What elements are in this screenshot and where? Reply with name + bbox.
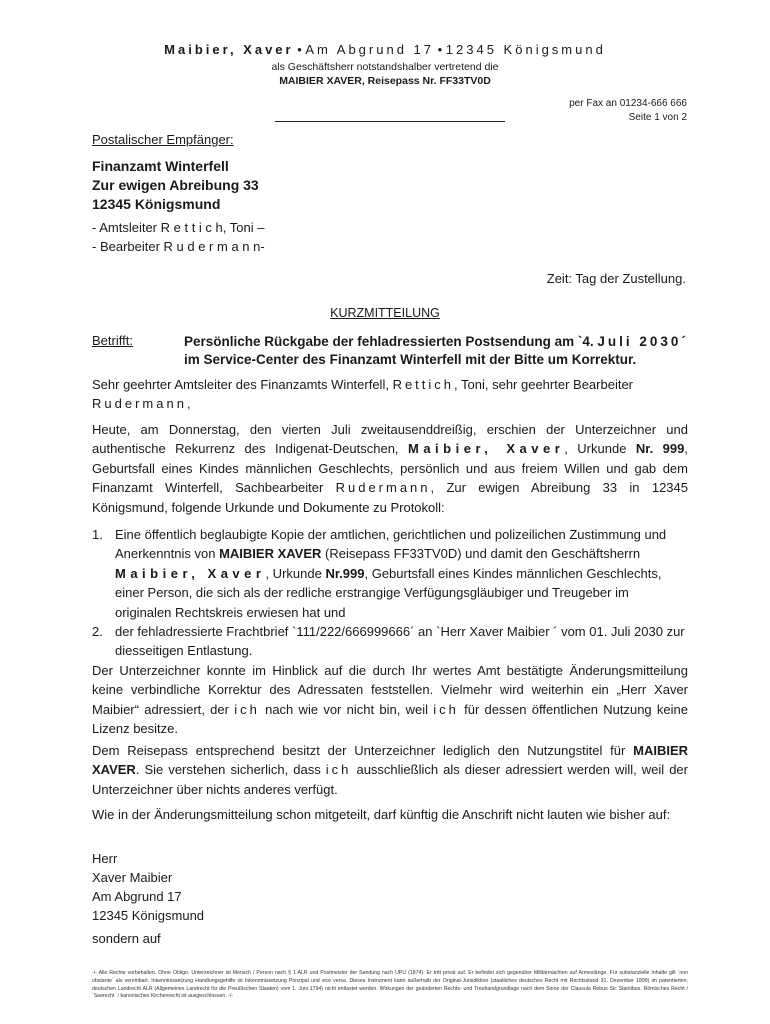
subject-line1: Persönliche Rückgabe der fehladressierten Postsendung am `4. bbox=[184, 334, 598, 349]
person-name: Maibier, Xaver bbox=[115, 565, 266, 581]
sender-city: 12345 Königsmund bbox=[445, 42, 606, 57]
address-line: Am Abgrund 17 bbox=[92, 889, 182, 904]
paragraph-2 bbox=[92, 661, 688, 739]
paragraph-text: Dem Reisepass entsprechend besitzt der Unterzeichner lediglich den Nutzungstitel für bbox=[92, 743, 634, 758]
greeting bbox=[92, 375, 688, 414]
list-item bbox=[92, 525, 688, 622]
list-number: 1. bbox=[92, 527, 103, 542]
greeting-name: Rettich bbox=[392, 377, 455, 392]
paragraph-text: für dessen öffentlichen Nutzung keine Lizenz besitze. bbox=[92, 701, 688, 737]
list-text: (Reisepass FF33TV0D) und damit den Geschäftsherrn bbox=[321, 546, 641, 562]
subject-label: Betrifft: bbox=[92, 333, 133, 348]
subject-quote: ´ bbox=[681, 334, 686, 349]
contact-bearbeiter: - Bearbeiter R u d e r m a n n- bbox=[92, 239, 265, 254]
subject-text bbox=[184, 333, 694, 369]
paragraph-3 bbox=[92, 741, 688, 799]
greeting-text: , bbox=[186, 396, 191, 412]
delivery-time: Zeit: Tag der Zustellung. bbox=[546, 271, 686, 286]
paragraph-text: Der Unterzeichner konnte im Hinblick auf die durch Ihr wertes Amt bestätigte Änderungsmitteilung keine verbindliche Korrektur des Adressaten feststellen. Vielmehr wird weiterhin ein „Herr Xaver Maibier“ adressiert, der bbox=[92, 663, 688, 717]
paragraph-4: Wie in der Änderungsmitteilung schon mitgeteilt, darf künftig die Anschrift nicht lauten wie bisher auf: bbox=[92, 807, 671, 822]
document-title: KURZMITTEILUNG bbox=[330, 306, 440, 320]
sondern-auf: sondern auf bbox=[92, 931, 161, 946]
list-bold: MAIBIER XAVER bbox=[219, 546, 322, 562]
list-text: der fehladressierte Frachtbrief `111/222/666999666´ an `Herr Xaver Maibier ´ vom 01. Juli 2030 zur diesseitigen Entlastung. bbox=[115, 624, 685, 659]
sender-street: Am Abgrund 17 bbox=[305, 42, 435, 57]
contact-amtsleiter: - Amtsleiter R e t t i c h, Toni – bbox=[92, 220, 265, 235]
sender-separator: • bbox=[434, 42, 446, 57]
list-item bbox=[92, 622, 688, 661]
person-name: Maibier, Xaver bbox=[407, 441, 565, 457]
sender-name: Maibier, Xaver bbox=[164, 42, 294, 57]
old-address bbox=[92, 849, 204, 925]
paragraph-text: , Urkunde bbox=[564, 441, 636, 457]
emphasis-ich: ich bbox=[433, 701, 459, 717]
list-number: 2. bbox=[92, 624, 103, 640]
recipient-address bbox=[92, 157, 259, 214]
subject-line2: im Service-Center des Finanzamt Winterfell mit der Bitte um Korrektur. bbox=[184, 352, 637, 367]
address-line: Xaver Maibier bbox=[92, 870, 173, 885]
page-number: Seite 1 von 2 bbox=[628, 112, 687, 123]
paragraph-text: . Sie verstehen sicherlich, dass bbox=[135, 762, 326, 778]
paragraph-text: , Geburtsfall eines Kindes männlichen Geschlechts, persönlich und aus freiem Willen und gab dem Finanzamt Winterfell, Sachbearbeiter bbox=[92, 441, 688, 496]
divider-line bbox=[275, 121, 505, 122]
sender-passport: MAIBIER XAVER, Reisepass Nr. FF33TV0D bbox=[279, 75, 491, 87]
recipient-contacts bbox=[92, 218, 265, 256]
clerk-name: Rudermann bbox=[335, 480, 431, 496]
list-text: , Geburtsfall eines Kindes männlichen Geschlechts, einer Person, die sich als der redliche erstrangige Verfügungsgläubiger und Treugeber im originalen Rechtskreis erwiesen hat und bbox=[115, 565, 662, 620]
sender-separator: • bbox=[293, 42, 306, 57]
sender-line bbox=[0, 42, 770, 57]
paragraph-1 bbox=[92, 420, 688, 517]
greeting-text: Sehr geehrter Amtsleiter des Finanzamts Winterfell, bbox=[92, 377, 393, 392]
paragraph-text: , Zur ewigen Abreibung 33 in 12345 Königsmund, folgende Urkunde und Dokumente zu Protokoll: bbox=[92, 480, 688, 515]
greeting-name: Rudermann bbox=[92, 396, 187, 412]
footnote: -/- Alle Rechte vorbehalten. Ohne Obligo. Unterzeichner ist Mensch / Person nach § 1 ALR und Postmeister der Sendung nach UPU (1874). Er tritt privat auf. Er befindet sich gegenüber Militärmächten auf Armeslänge. Für substanzielle Inhalte gilt `non obstante´ als vereinbart. Inkenntnissetzung Handlungsgehilfe ist Inkenntnissetzung Prinzipal und vice versa. Dieses Instrument kann außerhalb der Original-Jurisdiktion (staatliches deutsches Recht mit Rechtsstand 31. Dezember 1899) im patentierten, deutschen Landrecht ALR (Allgemeines Landrecht für die Preußischen Staaten) vom 1. Juni 1794) nicht entlastet werden. Wirkungen der geänderten Rechts- und Treuhandgrundlage nach dem Sinne der Clausula Rebus Sic Stantibus. Römisches Recht / `Seerecht´ / kanonisches Kirchenrecht ist ausgeschlossen. -/- bbox=[92, 970, 688, 1000]
address-line: 12345 Königsmund bbox=[92, 908, 205, 923]
recipient-street: Zur ewigen Abreibung 33 bbox=[92, 177, 259, 193]
greeting-text: , Toni, sehr geehrter Bearbeiter bbox=[454, 377, 634, 392]
list-text: , Urkunde bbox=[265, 565, 326, 581]
recipient-label: Postalischer Empfänger: bbox=[92, 132, 234, 147]
fax-info bbox=[569, 97, 687, 125]
emphasis-ich: ich bbox=[325, 762, 352, 778]
subject-date: Juli 2030 bbox=[597, 334, 682, 349]
certificate-number: Nr.999 bbox=[325, 565, 365, 581]
recipient-city: 12345 Königsmund bbox=[92, 196, 221, 212]
sender-subline: als Geschäftsherr notstandshalber vertretend die bbox=[271, 61, 499, 73]
paragraph-text: ausschließlich als dieser adressiert werden will, weil der Unterzeichner über nichts anderes verfügt. bbox=[92, 762, 688, 797]
document-list bbox=[92, 525, 688, 661]
list-text: Eine öffentlich beglaubigte Kopie der amtlichen, gerichtlichen und polizeilichen Zustimmung und Anerkenntnis von bbox=[115, 527, 667, 562]
emphasis-ich: ich bbox=[234, 701, 260, 717]
certificate-number: Nr. 999 bbox=[635, 441, 685, 457]
paragraph-text: Heute, am Donnerstag, den vierten Juli zweitausenddreißig, erschien der Unterzeichner und authentische Rekurrenz des Indigenat-Deutschen, bbox=[92, 422, 688, 457]
paragraph-text: nach wie vor nicht bin, weil bbox=[259, 701, 434, 717]
fax-number: per Fax an 01234-666 666 bbox=[569, 98, 687, 109]
recipient-name: Finanzamt Winterfell bbox=[92, 158, 229, 174]
passport-name: MAIBIER XAVER bbox=[92, 743, 688, 778]
address-line: Herr bbox=[92, 851, 118, 866]
